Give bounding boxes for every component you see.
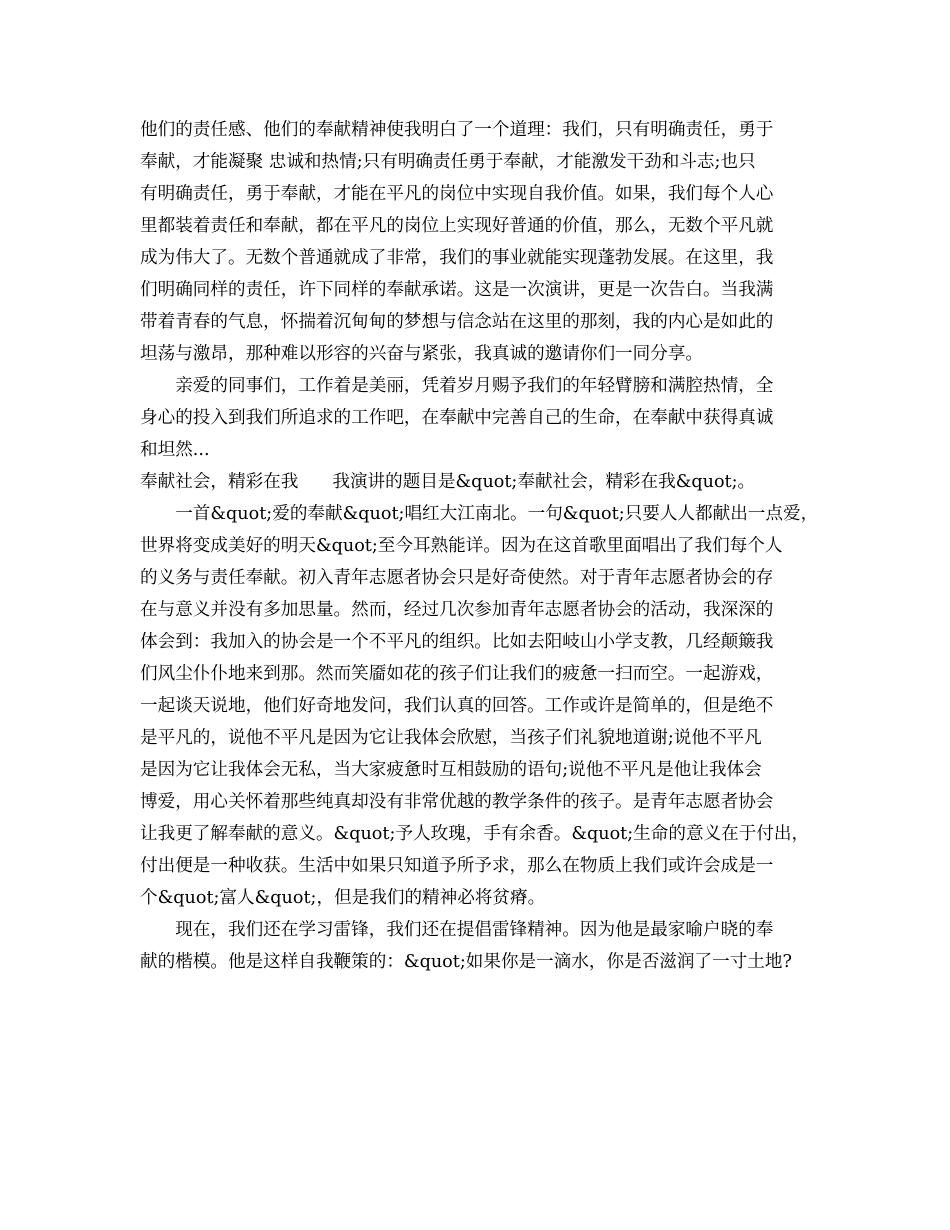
text-line: 是因为它让我体会无私，当大家疲惫时互相鼓励的语句;说他不平凡是他让我体会 (140, 760, 762, 780)
text-line: 亲爱的同事们，工作着是美丽，凭着岁月赐予我们的年轻臂膀和满腔热情，全 (140, 376, 774, 396)
text-line: 现在，我们还在学习雷锋，我们还在提倡雷锋精神。因为他是最家喻户晓的奉 (140, 920, 774, 940)
text-line: 带着青春的气息，怀揣着沉甸甸的梦想与信念站在这里的那刻，我的内心是如此的 (140, 312, 774, 332)
text-line: 博爱，用心关怀着那些纯真却没有非常优越的教学条件的孩子。是青年志愿者协会 (140, 792, 774, 812)
heading-title: 奉献社会，精彩在我 (140, 472, 299, 492)
text-line: 是平凡的，说他不平凡是因为它让我体会欣慰，当孩子们礼貌地道谢;说他不平凡 (140, 728, 762, 748)
heading-text: 我演讲的题目是&quot;奉献社会，精彩在我&quot;。 (332, 472, 756, 492)
text-line: 有明确责任，勇于奉献，才能在平凡的岗位中实现自我价值。如果，我们每个人心 (140, 184, 774, 204)
text-line: 世界将变成美好的明天&quot;至今耳熟能详。因为在这首歌里面唱出了我们每个人 (140, 536, 783, 556)
text-line: 他们的责任感、他们的奉献精神使我明白了一个道理：我们，只有明确责任，勇于 (140, 120, 774, 140)
text-line: 献的楷模。他是这样自我鞭策的：&quot;如果你是一滴水，你是否滋润了一寸土地? (140, 952, 792, 972)
text-line: 一首&quot;爱的奉献&quot;唱红大江南北。一句&quot;只要人人都献出一点爱， (140, 504, 819, 524)
text-line: 坦荡与激昂，那种难以形容的兴奋与紧张，我真诚的邀请你们一同分享。 (140, 344, 704, 364)
text-line: 们明确同样的责任，许下同样的奉献承诺。这是一次演讲，更是一次告白。当我满 (140, 280, 774, 300)
speech-heading (140, 466, 830, 498)
text-line: 里都装着责任和奉献，都在平凡的岗位上实现好普通的价值，那么，无数个平凡就 (140, 216, 774, 236)
text-line: 体会到：我加入的协会是一个不平凡的组织。比如去阳岐山小学支教，几经颠簸我 (140, 632, 774, 652)
text-line: 们风尘仆仆地来到那。然而笑靥如花的孩子们让我们的疲惫一扫而空。一起游戏， (140, 664, 774, 684)
text-line: 和坦然... (140, 440, 210, 460)
text-line: 付出便是一种收获。生活中如果只知道予所予求，那么在物质上我们或许会成是一 (140, 856, 774, 876)
text-line: 奉献，才能凝聚 忠诚和热情;只有明确责任勇于奉献，才能激发干劲和斗志;也只 (140, 152, 756, 172)
text-line: 让我更了解奉献的意义。&quot;予人玫瑰，手有余香。&quot;生命的意义在于付出， (140, 824, 810, 844)
body-text (140, 114, 830, 978)
text-line: 一起谈天说地，他们好奇地发问，我们认真的回答。工作或许是简单的，但是绝不 (140, 696, 774, 716)
text-line: 的义务与责任奉献。初入青年志愿者协会只是好奇使然。对于青年志愿者协会的存 (140, 568, 774, 588)
text-line: 个&quot;富人&quot;，但是我们的精神必将贫瘠。 (140, 888, 546, 908)
text-line: 成为伟大了。无数个普通就成了非常，我们的事业就能实现蓬勃发展。在这里，我 (140, 248, 774, 268)
text-line: 在与意义并没有多加思量。然而，经过几次参加青年志愿者协会的活动，我深深的 (140, 600, 774, 620)
text-line: 身心的投入到我们所追求的工作吧，在奉献中完善自己的生命，在奉献中获得真诚 (140, 408, 774, 428)
